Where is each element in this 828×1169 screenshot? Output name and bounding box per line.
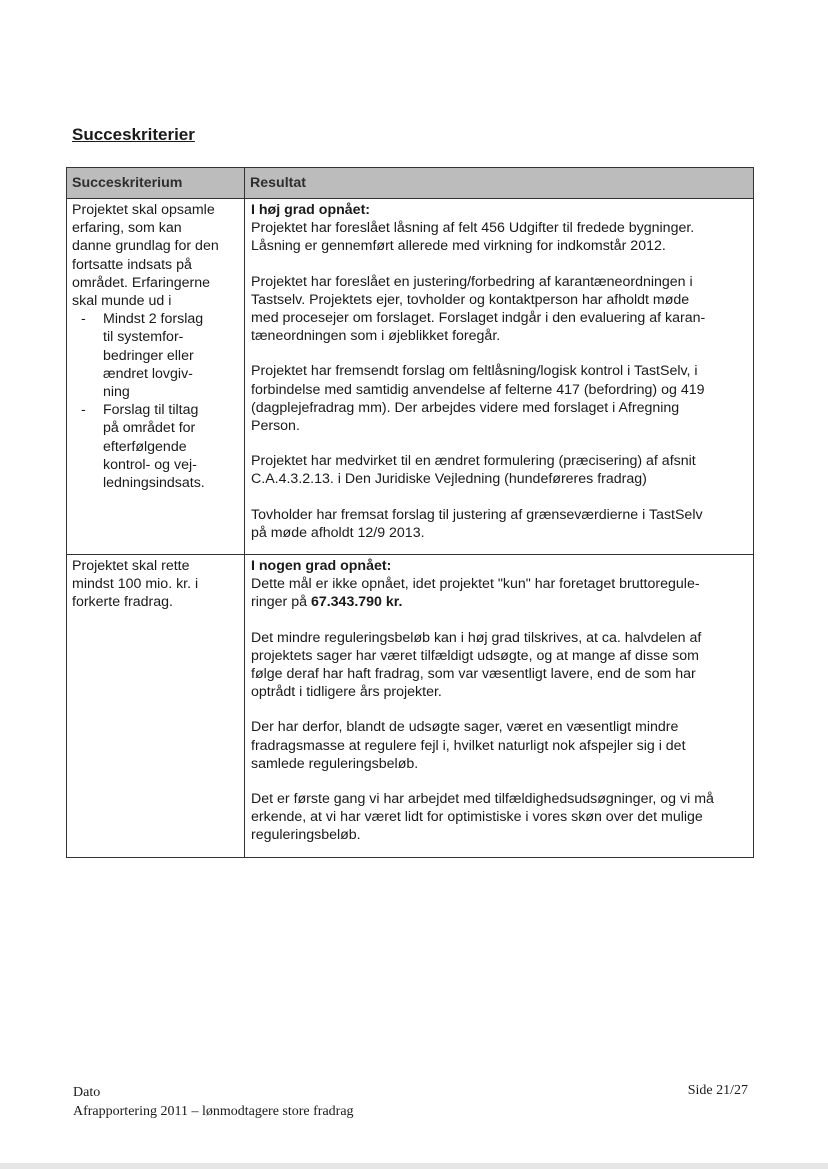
result-paragraph: [251, 452, 747, 488]
table-row: [67, 555, 754, 858]
result-intro: [251, 575, 747, 611]
paragraph-line: reguleringsbeløb.: [251, 827, 361, 844]
criterion-line: skal munde ud i: [72, 293, 172, 310]
paragraph-line: erkende, at vi har været lidt for optimistiske i vores skøn over det mulige: [251, 809, 703, 826]
bullet-line: bedringer eller: [103, 347, 194, 364]
bullet-line: ændret lovgiv-: [103, 365, 193, 382]
paragraph-line: Det er første gang vi har arbejdet med tilfældighedsudsøgninger, og vi må: [251, 791, 714, 808]
page-title: Succeskriterier: [72, 125, 195, 144]
paragraph-line: fradragsmasse at regulere fejl i, hvilket naturligt nok afspejler sig i det: [251, 737, 686, 754]
criterion-line: området. Erfaringerne: [72, 274, 211, 291]
bullet-line: efterfølgende: [103, 438, 187, 455]
paragraph-line: C.A.4.3.2.13. i Den Juridiske Vejledning (hundeføreres fradrag): [251, 471, 647, 488]
header-resultat: Resultat: [245, 168, 754, 199]
paragraph-line: Projektet har foreslået en justering/forbedring af karantæneordningen i: [251, 273, 693, 290]
paragraph-line: optrådt i tidligere års projekter.: [251, 684, 442, 701]
criterion-line: danne grundlag for den: [72, 238, 219, 255]
list-item: [72, 401, 239, 492]
bullet-line: på området for: [103, 420, 196, 437]
regulation-amount: 67.343.790 kr.: [310, 594, 403, 611]
bullet-line: - Mindst 2 forslag: [103, 311, 204, 328]
bullet-line: kontrol- og vej-: [103, 456, 197, 473]
footer-date-label: Dato: [73, 1085, 101, 1100]
result-paragraph: [251, 273, 747, 346]
result-paragraph: [251, 362, 747, 435]
bullet-line: ning: [103, 384, 130, 401]
criterion-line: erfaring, som kan: [72, 220, 182, 237]
bullet-line: - Forslag til tiltag: [103, 402, 199, 419]
paragraph-line: Projektet har fremsendt forslag om feltlåsning/logisk kontrol i TastSelv, i: [251, 363, 698, 380]
paragraph-line: Tastselv. Projektets ejer, tovholder og kontaktperson har afholdt møde: [251, 291, 690, 308]
criterion-line: forkerte fradrag.: [72, 594, 173, 611]
result-paragraph: [251, 506, 747, 542]
table-header-row: [67, 168, 754, 199]
paragraph-line: samlede reguleringsbeløb.: [251, 755, 419, 772]
scan-edge: [0, 1163, 828, 1169]
result-cell: [245, 555, 754, 858]
table-row: [67, 199, 754, 555]
paragraph-line: [251, 593, 747, 611]
header-succeskriterium: Succeskriterium: [67, 168, 245, 199]
paragraph-line: med procesejer om forslaget. Forslaget indgår i den evaluering af karan-: [251, 310, 706, 327]
result-heading: I nogen grad opnået:: [251, 558, 392, 575]
footer-report-title: Afrapportering 2011 – lønmodtagere store fradrag: [73, 1104, 354, 1119]
page-footer: [73, 1083, 354, 1121]
list-item: [72, 310, 239, 401]
paragraph-line: (dagplejefradrag mm). Der arbejdes videre med forslaget i Afregning: [251, 399, 680, 416]
bullet-line: til systemfor-: [103, 329, 184, 346]
paragraph-line: Tovholder har fremsat forslag til justering af grænseværdierne i TastSelv: [251, 506, 703, 523]
result-paragraph: [251, 718, 747, 773]
criteria-table: [66, 167, 754, 858]
criterion-cell: [67, 555, 245, 858]
criterion-bullet-list: [72, 310, 239, 492]
paragraph-line: Person.: [251, 418, 300, 435]
paragraph-line: på møde afholdt 12/9 2013.: [251, 524, 425, 541]
paragraph-line: tæneordningen som i øjeblikket foregår.: [251, 328, 501, 345]
paragraph-line: Dette mål er ikke opnået, idet projektet "kun" har foretaget bruttoregule-: [251, 576, 700, 593]
paragraph-line: Der har derfor, blandt de udsøgte sager, været en væsentligt mindre: [251, 719, 679, 736]
criterion-line: mindst 100 mio. kr. i: [72, 576, 199, 593]
criterion-line: Projektet skal rette: [72, 558, 190, 575]
bullet-line: ledningsindsats.: [103, 475, 205, 492]
amount-prefix: ringer på: [251, 594, 311, 611]
criterion-cell: [67, 199, 245, 555]
footer-page-number: Side 21/27: [687, 1083, 748, 1098]
criterion-line: fortsatte indsats på: [72, 256, 192, 273]
paragraph-line: Det mindre reguleringsbeløb kan i høj grad tilskrives, at ca. halvdelen af: [251, 629, 702, 646]
result-cell: [245, 199, 754, 555]
result-paragraph: [251, 790, 747, 845]
paragraph-line: projektets sager har været tilfældigt udsøgte, og at mange af disse som: [251, 647, 699, 664]
paragraph-line: forbindelse med samtidig anvendelse af felterne 417 (befordring) og 419: [251, 381, 705, 398]
criterion-line: Projektet skal opsamle: [72, 202, 215, 218]
result-heading: I høj grad opnået:: [251, 202, 371, 218]
paragraph-line: Låsning er gennemført allerede med virkning for indkomstår 2012.: [251, 238, 666, 255]
paragraph-line: Projektet har foreslået låsning af felt 456 Udgifter til fredede bygninger.: [251, 220, 695, 237]
result-paragraph: [251, 219, 747, 255]
paragraph-line: Projektet har medvirket til en ændret formulering (præcisering) af afsnit: [251, 453, 696, 470]
result-paragraph: [251, 629, 747, 702]
paragraph-line: følge deraf har haft fradrag, som var væsentligt lavere, end de som har: [251, 666, 696, 683]
